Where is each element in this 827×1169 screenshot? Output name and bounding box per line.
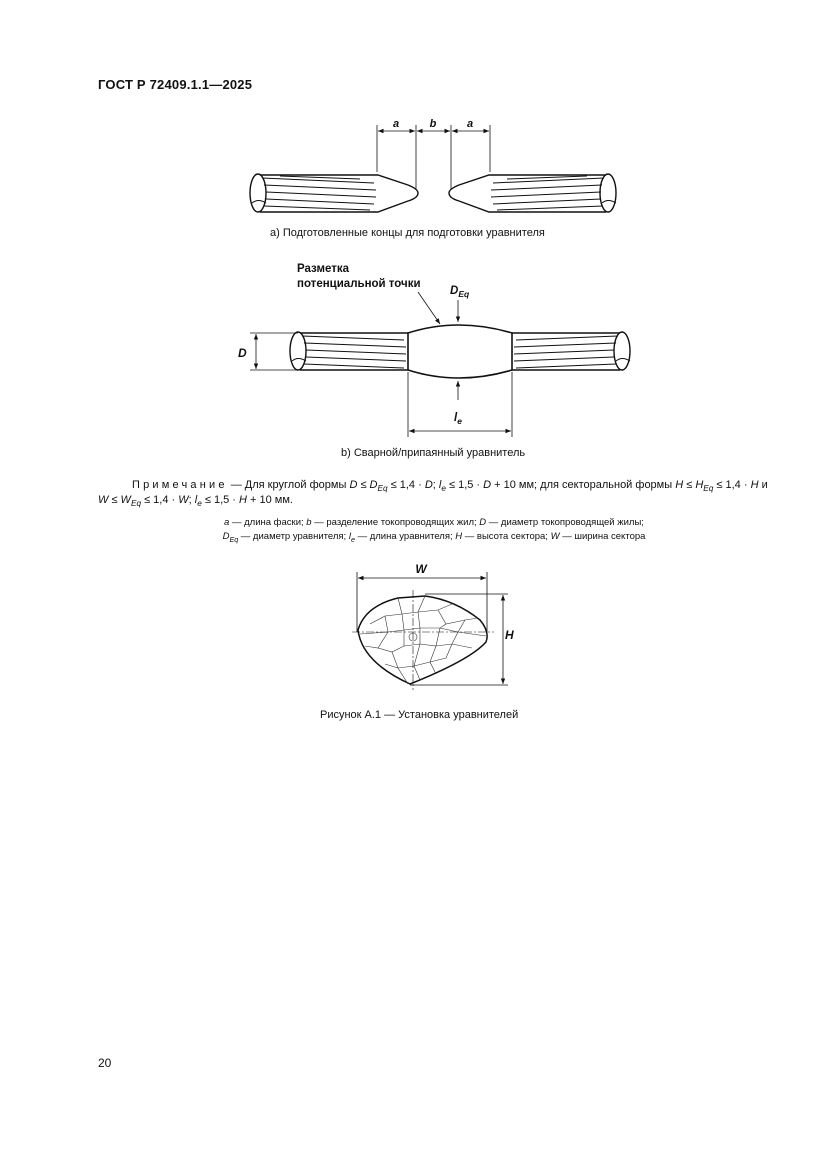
note-text: ;	[188, 494, 195, 506]
legend-var: a	[224, 517, 230, 528]
note-text: ≤ 1,5 ·	[201, 494, 240, 506]
legend-text: — разделение токопроводящих жил;	[311, 517, 480, 528]
note-var: H	[695, 479, 704, 491]
legend-var: D	[479, 517, 487, 528]
note-text: ≤ 1,4 ·	[713, 479, 751, 491]
note-var: H	[750, 479, 759, 491]
legend-text: — диаметр уравнителя;	[238, 531, 349, 542]
dim-b-label: b	[429, 118, 437, 130]
note-sub: Eq	[703, 484, 714, 493]
page-number: 20	[98, 1056, 112, 1070]
note-sub: Eq	[130, 499, 142, 508]
w-label: W	[415, 562, 427, 576]
note-var: W	[120, 494, 131, 506]
note-text: ≤	[357, 479, 370, 491]
figure-caption: Рисунок А.1 — Установка уравнителей	[320, 709, 519, 721]
legend-var: b	[306, 517, 312, 528]
note-text: ≤	[108, 494, 121, 506]
note-var: D	[483, 479, 492, 491]
note-text: и	[758, 479, 768, 491]
note-dash: —	[227, 479, 245, 491]
note-text: ≤	[683, 479, 696, 491]
note-var: D	[369, 479, 378, 491]
note-var: H	[675, 479, 684, 491]
legend-var: W	[550, 531, 560, 542]
figure-b-equalizer	[290, 325, 630, 378]
legend-var: D	[222, 531, 230, 542]
note-var: D	[424, 479, 433, 491]
legend-text: — длина фаски;	[229, 517, 307, 528]
note-paragraph	[98, 478, 770, 508]
note-var: l	[194, 494, 198, 506]
note-text: ≤ 1,4 ·	[387, 479, 425, 491]
legend-text: — ширина сектора	[559, 531, 646, 542]
marking-label-line1: Разметка	[297, 263, 350, 275]
dim-a-right-label: a	[466, 118, 474, 130]
note-text: + 10 мм.	[246, 494, 293, 506]
dim-a-left-label: a	[392, 118, 400, 130]
deq-label: $D_{Eq}$	[450, 285, 470, 299]
document-header: ГОСТ Р 72409.1.1—2025	[98, 77, 253, 92]
legend-text: — длина уравнителя;	[354, 531, 456, 542]
legend-line-2	[98, 530, 770, 543]
note-var: D	[349, 479, 358, 491]
legend-line-1	[98, 516, 770, 529]
note-var: W	[178, 494, 189, 506]
legend-text: — высота сектора;	[462, 531, 551, 542]
figure-a-caption: a) Подготовленные концы для подготовки уравнителя	[270, 227, 545, 239]
h-label: H	[505, 628, 514, 642]
legend-text: — диаметр токопроводящей жилы;	[486, 517, 644, 528]
note-sub: Eq	[377, 484, 388, 493]
legend-sub: e	[350, 536, 355, 544]
figure-a-cables	[250, 174, 616, 212]
note-sub: e	[197, 499, 202, 508]
note-var: H	[239, 494, 247, 506]
note-text: ;	[432, 479, 439, 491]
note-text: ≤ 1,4 ·	[141, 494, 179, 506]
note-text: + 10 мм; для секторальной формы	[491, 479, 676, 491]
le-label: $l_e$	[454, 412, 462, 426]
note-text: Для круглой формы	[244, 479, 350, 491]
marking-label-line2: потенциальной точки	[297, 278, 421, 290]
note-sub: e	[441, 484, 446, 493]
legend-sub: Eq	[229, 536, 239, 544]
note-var: l	[438, 479, 442, 491]
note-text: ≤ 1,5 ·	[445, 479, 484, 491]
figure-b-caption: b) Сварной/припаянный уравнитель	[341, 447, 526, 459]
d-label: D	[238, 346, 247, 360]
note-word: Примечание	[132, 479, 228, 491]
sector-conductor	[352, 590, 494, 690]
legend-var: H	[455, 531, 463, 542]
note-var: W	[98, 494, 109, 506]
legend-var: l	[348, 531, 351, 542]
